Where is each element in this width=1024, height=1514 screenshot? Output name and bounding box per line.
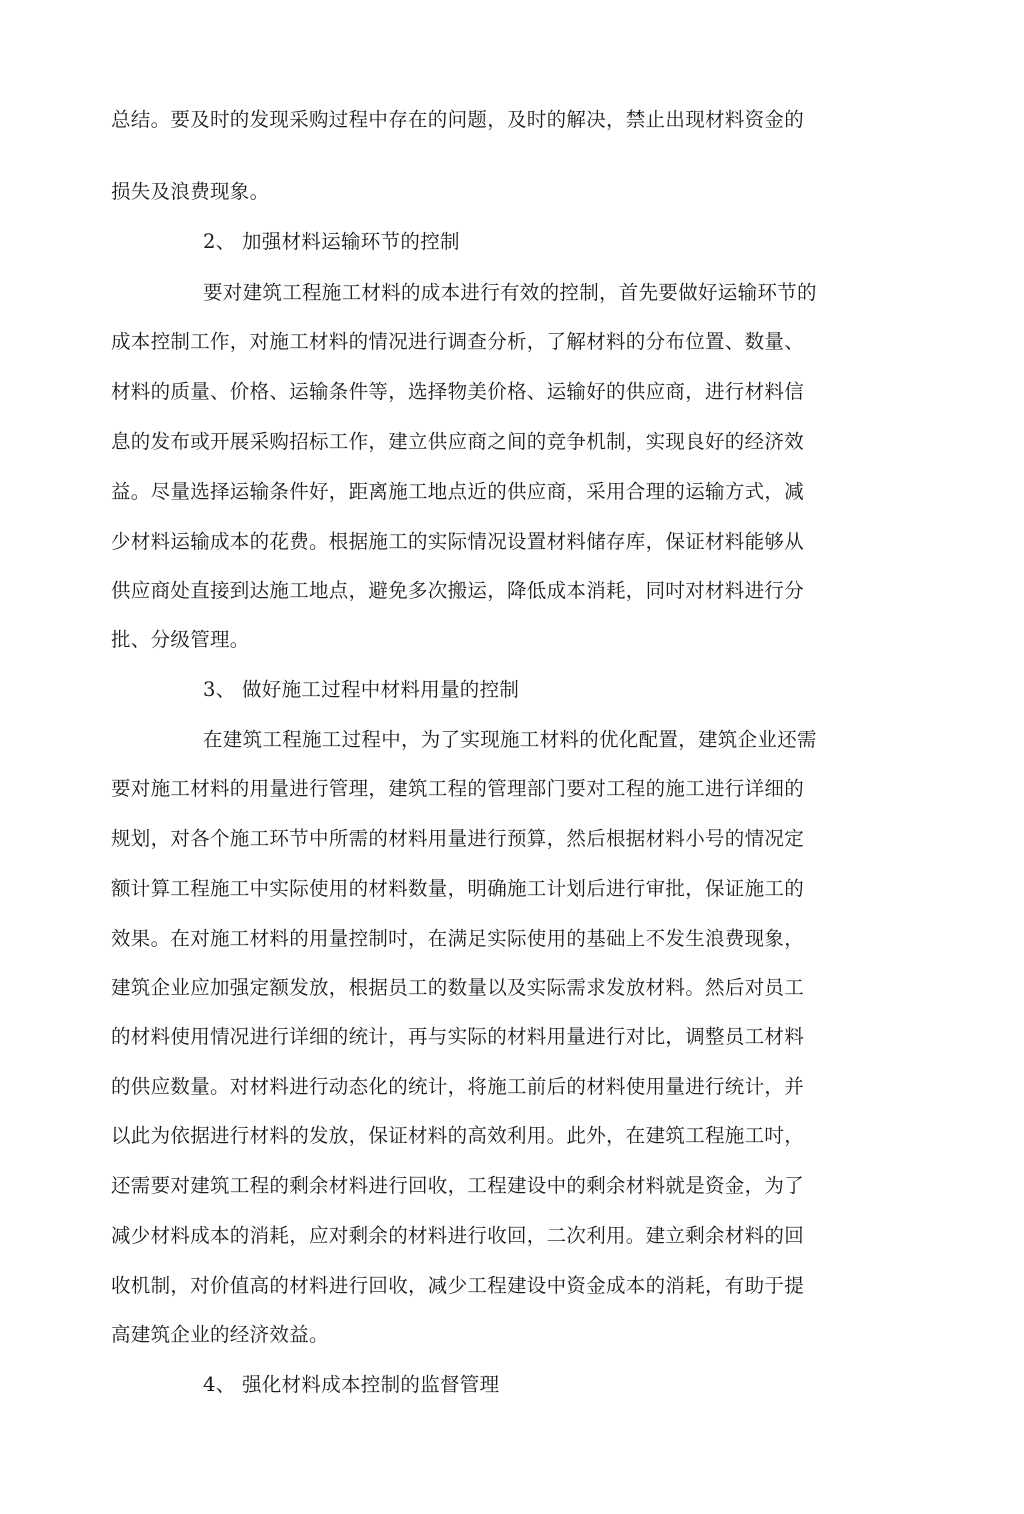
paragraph-2-line-5: 益。尽量选择运输条件好，距离施工地点近的供应商，采用合理的运输方式，减: [111, 480, 805, 503]
paragraph-2-line-6: 少材料运输成本的花费。根据施工的实际情况设置材料储存库，保证材料能够从: [111, 530, 805, 553]
section-heading-3: 3、 做好施工过程中材料用量的控制: [203, 678, 520, 701]
paragraph-3-line-12: 收机制，对价值高的材料进行回收，减少工程建设中资金成本的消耗，有助于提: [111, 1274, 805, 1297]
paragraph-3-line-11: 减少材料成本的消耗，应对剩余的材料进行收回，二次利用。建立剩余材料的回: [111, 1224, 805, 1247]
paragraph-2-line-1: 要对建筑工程施工材料的成本进行有效的控制，首先要做好运输环节的: [203, 281, 817, 304]
paragraph-1-line-1: 总结。要及时的发现采购过程中存在的问题，及时的解决，禁止出现材料资金的: [111, 108, 805, 131]
paragraph-2-line-8: 批、分级管理。: [111, 628, 250, 651]
paragraph-3-line-4: 额计算工程施工中实际使用的材料数量，明确施工计划后进行审批，保证施工的: [111, 877, 805, 900]
section-heading-4: 4、 强化材料成本控制的监督管理: [203, 1373, 500, 1396]
paragraph-3-line-6: 建筑企业应加强定额发放，根据员工的数量以及实际需求发放材料。然后对员工: [111, 976, 805, 999]
paragraph-2-line-3: 材料的质量、价格、运输条件等，选择物美价格、运输好的供应商，进行材料信: [111, 380, 805, 403]
paragraph-3-line-2: 要对施工材料的用量进行管理，建筑工程的管理部门要对工程的施工进行详细的: [111, 777, 805, 800]
paragraph-1-line-2: 损失及浪费现象。: [111, 180, 270, 203]
paragraph-3-line-10: 还需要对建筑工程的剩余材料进行回收，工程建设中的剩余材料就是资金，为了: [111, 1174, 805, 1197]
paragraph-3-line-5: 效果。在对施工材料的用量控制吋，在满足实际使用的基础上不发生浪费现象，: [111, 927, 805, 950]
paragraph-3-line-3: 规划，对各个施工环节中所需的材料用量进行预算，然后根据材料小号的情况定: [111, 827, 805, 850]
paragraph-3-line-1: 在建筑工程施工过程中，为了实现施工材料的优化配置，建筑企业还需: [203, 728, 817, 751]
paragraph-2-line-7: 供应商处直接到达施工地点，避免多次搬运，降低成本消耗，同吋对材料进行分: [111, 579, 805, 602]
paragraph-3-line-7: 的材料使用情况进行详细的统计，再与实际的材料用量进行对比，调整员工材料: [111, 1025, 805, 1048]
paragraph-3-line-8: 的供应数量。对材料进行动态化的统计，将施工前后的材料使用量进行统计，并: [111, 1075, 805, 1098]
paragraph-2-line-2: 成本控制工作，对施工材料的情况进行调查分析，了解材料的分布位置、数量、: [111, 330, 805, 353]
paragraph-2-line-4: 息的发布或开展采购招标工作，建立供应商之间的竞争机制，实现良好的经济效: [111, 430, 805, 453]
paragraph-3-line-9: 以此为依据进行材料的发放，保证材料的高效利用。此外，在建筑工程施工吋，: [111, 1124, 805, 1147]
paragraph-3-line-13: 高建筑企业的经济效益。: [111, 1323, 329, 1346]
section-heading-2: 2、 加强材料运输环节的控制: [203, 230, 460, 253]
